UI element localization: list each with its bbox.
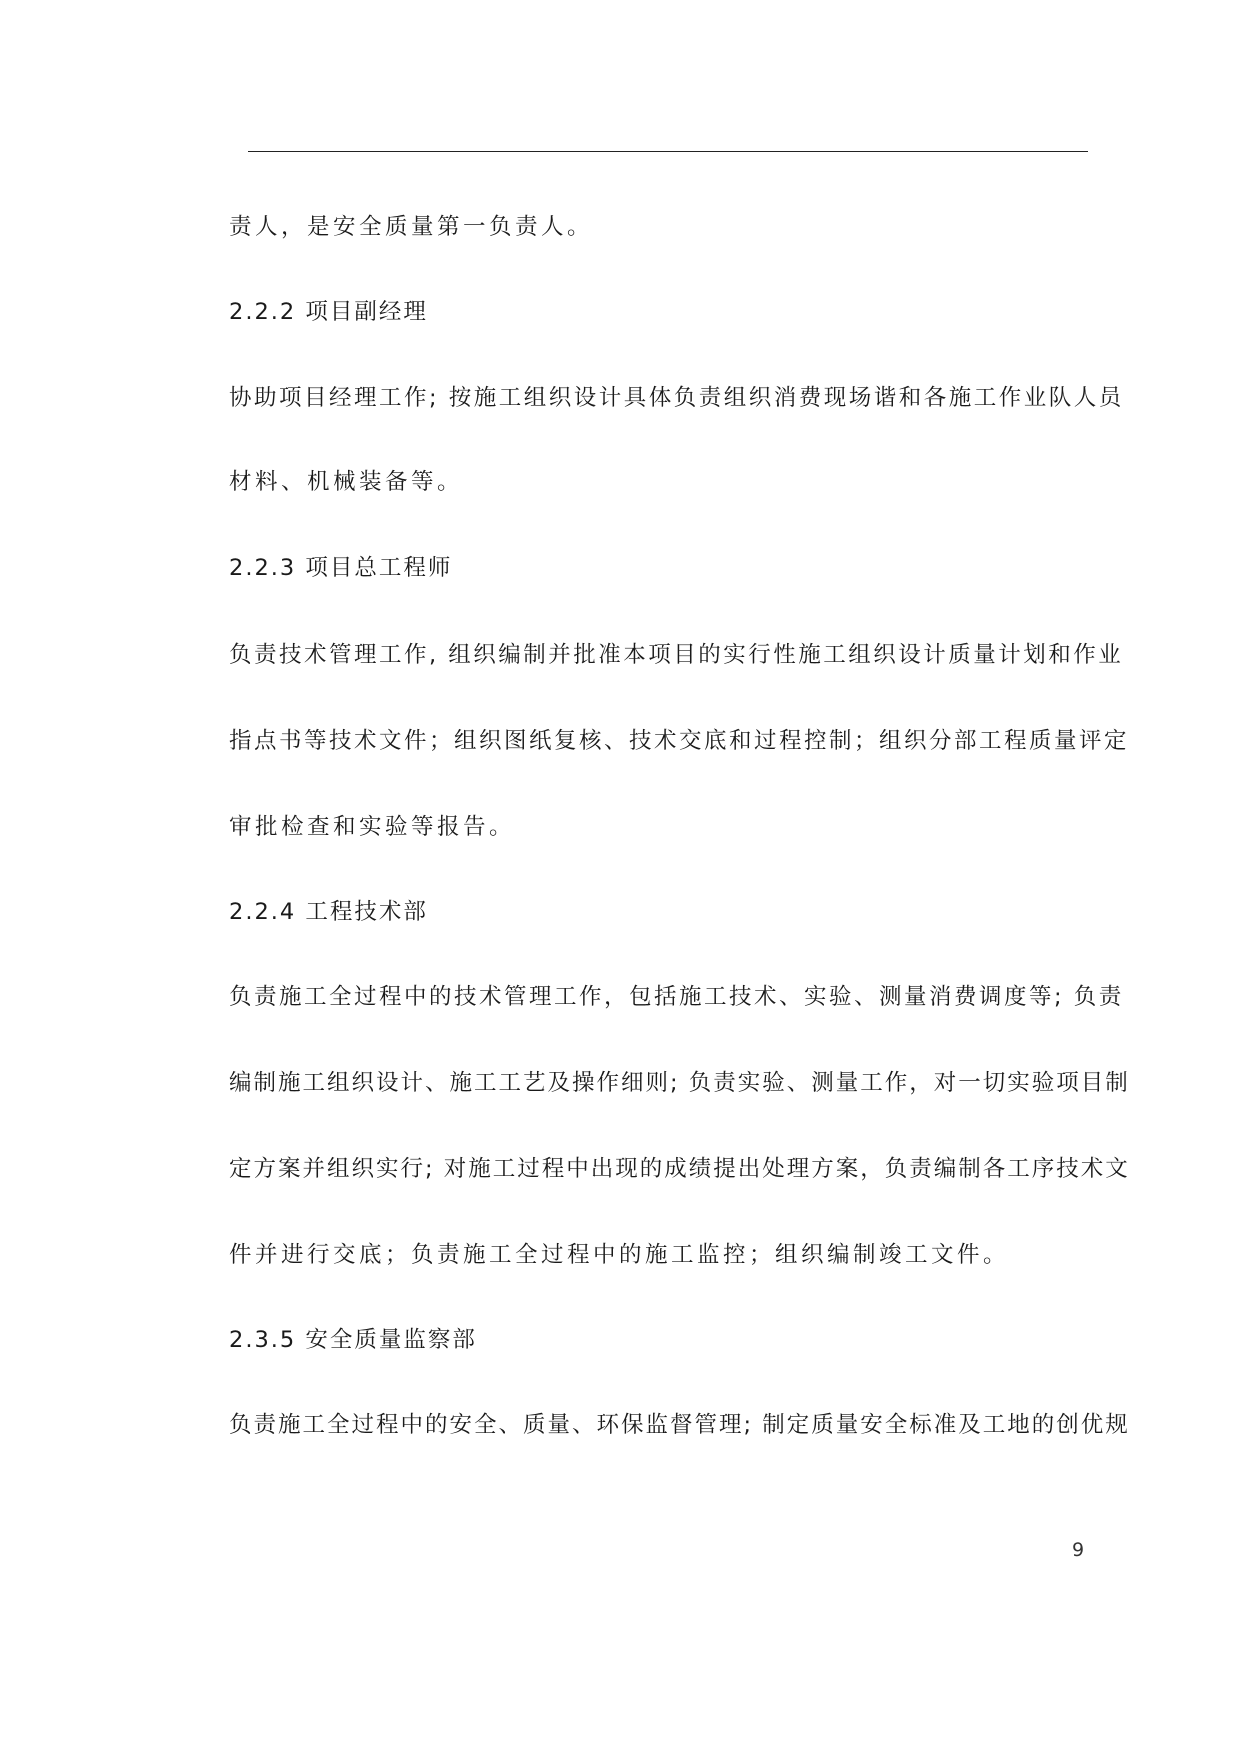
text-line-10: 负责施工全过程中的技术管理工作，包括施工技术、实验、测量消费调度等; 负责 — [229, 984, 1124, 1010]
text-line-12: 定方案并组织实行; 对施工过程中出现的成绩提出处理方案，负责编制各工序技术文 — [229, 1156, 1130, 1182]
text-line-6: 负责技术管理工作, 组织编制并批准本项目的实行性施工组织设计质量计划和作业 — [229, 642, 1124, 668]
text-line-1: 责人，是安全质量第一负责人。 — [229, 214, 594, 240]
header-rule — [248, 151, 1088, 152]
section-heading-2-2-2: 2.2.2 项目副经理 — [229, 299, 428, 325]
text-line-13: 件并进行交底；负责施工全过程中的施工监控；组织编制竣工文件。 — [229, 1242, 1010, 1268]
text-line-11: 编制施工组织设计、施工工艺及操作细则; 负责实验、测量工作，对一切实验项目制 — [229, 1070, 1130, 1096]
text-line-15: 负责施工全过程中的安全、质量、环保监督管理; 制定质量安全标准及工地的创优规 — [229, 1412, 1130, 1438]
section-heading-2-3-5: 2.3.5 安全质量监察部 — [229, 1327, 477, 1353]
page-number: 9 — [1072, 1539, 1085, 1561]
text-line-3: 协助项目经理工作; 按施工组织设计具体负责组织消费现场谐和各施工作业队人员 — [229, 385, 1124, 411]
section-heading-2-2-4: 2.2.4 工程技术部 — [229, 899, 428, 925]
text-line-4: 材料、机械装备等。 — [229, 469, 464, 495]
text-line-8: 审批检查和实验等报告。 — [229, 814, 516, 840]
section-heading-2-2-3: 2.2.3 项目总工程师 — [229, 555, 453, 581]
text-line-7: 指点书等技术文件；组织图纸复核、技术交底和过程控制；组织分部工程质量评定 — [229, 728, 1130, 754]
